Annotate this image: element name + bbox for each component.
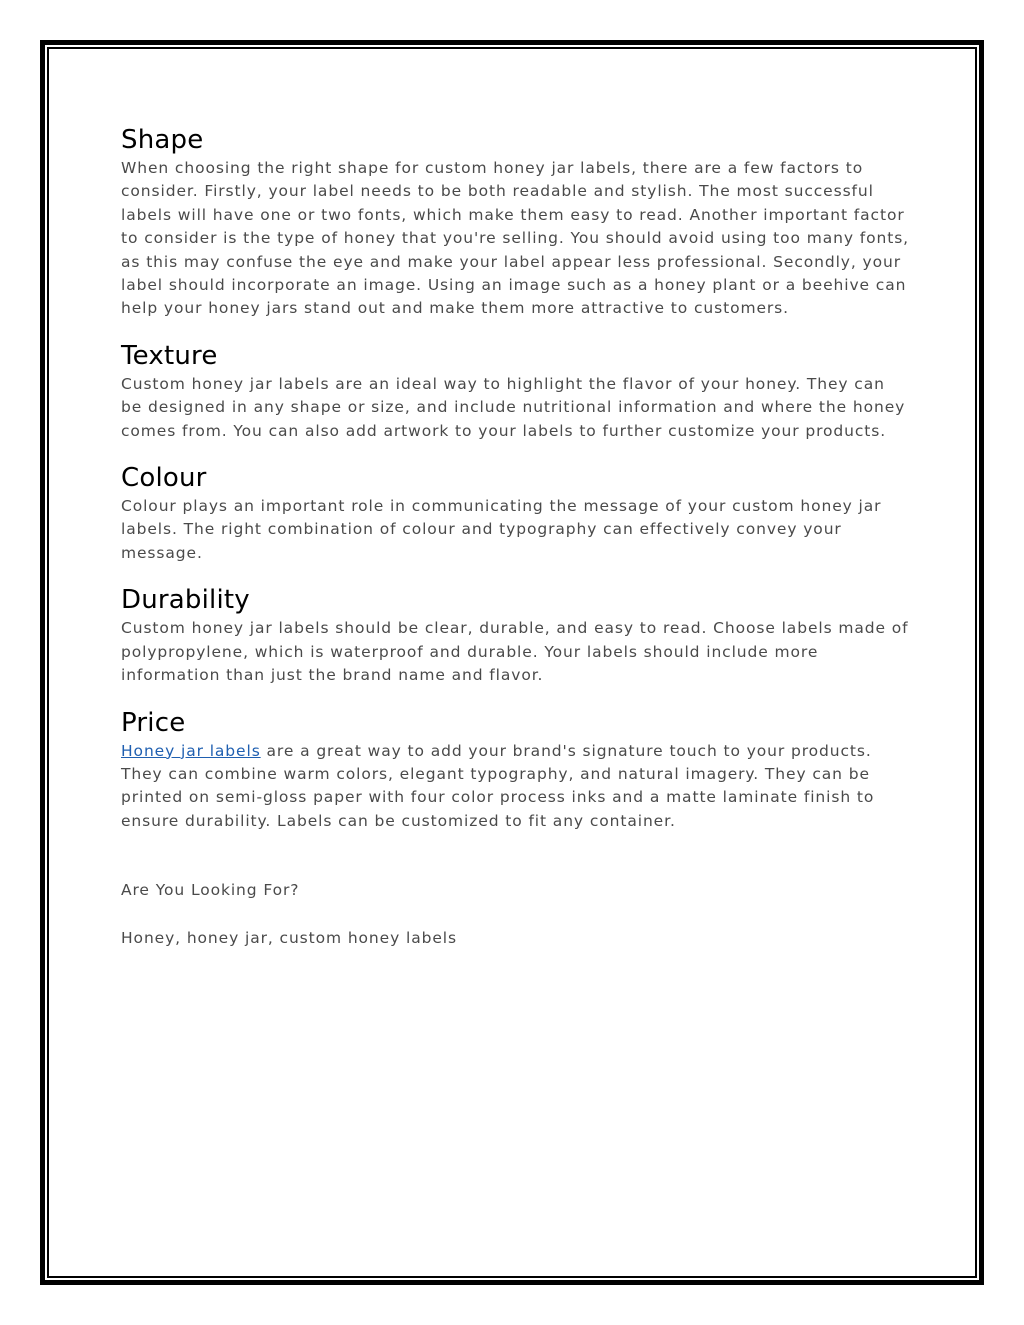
document-content bbox=[121, 124, 911, 950]
price-paragraph-text: are a great way to add your brand's signature touch to your products. They can combine warm colors, elegant typography, and natural imagery. They can be printed on semi-gloss paper with four color process inks and a matte laminate finish to ensure durability. Labels can be customized to fit any container. bbox=[121, 741, 875, 830]
section-price bbox=[121, 707, 911, 834]
section-paragraph-price bbox=[121, 740, 911, 834]
section-texture bbox=[121, 340, 911, 443]
section-colour bbox=[121, 462, 911, 565]
honey-jar-labels-link[interactable]: Honey jar labels bbox=[121, 741, 261, 760]
section-heading-price: Price bbox=[121, 707, 186, 738]
section-heading-shape: Shape bbox=[121, 125, 204, 155]
section-paragraph-texture: Custom honey jar labels are an ideal way to highlight the flavor of your honey. They can be designed in any shape or size, and include nutritional information and where the honey comes from. You can also add artwork to your labels to further customize your products. bbox=[121, 374, 906, 440]
section-durability bbox=[121, 584, 911, 687]
section-heading-colour: Colour bbox=[121, 463, 207, 494]
section-paragraph-shape: When choosing the right shape for custom honey jar labels, there are a few factors to consider. Firstly, your label needs to be both readable and stylish. The most successful labels will have one or two fonts, which make them easy to read. Another important factor to consider is the type of honey that you're selling. You should avoid using too many fonts, as this may confuse the eye and make your label appear less professional. Secondly, your label should incorporate an image. Using an image such as a honey plant or a beehive can help your honey jars stand out and make them more attractive to customers. bbox=[121, 159, 909, 318]
footer-question: Are You Looking For? bbox=[121, 881, 300, 900]
section-heading-texture: Texture bbox=[121, 340, 218, 371]
section-heading-durability: Durability bbox=[121, 585, 250, 616]
footer-keywords: Honey, honey jar, custom honey labels bbox=[121, 928, 457, 947]
section-paragraph-durability: Custom honey jar labels should be clear, durable, and easy to read. Choose labels made of polypropylene, which is waterproof and durable. Your labels should include more information than just the brand name and flavor. bbox=[121, 619, 909, 685]
section-shape bbox=[121, 124, 911, 321]
section-paragraph-colour: Colour plays an important role in communicating the message of your custom honey jar labels. The right combination of colour and typography can effectively convey your message. bbox=[121, 497, 882, 562]
